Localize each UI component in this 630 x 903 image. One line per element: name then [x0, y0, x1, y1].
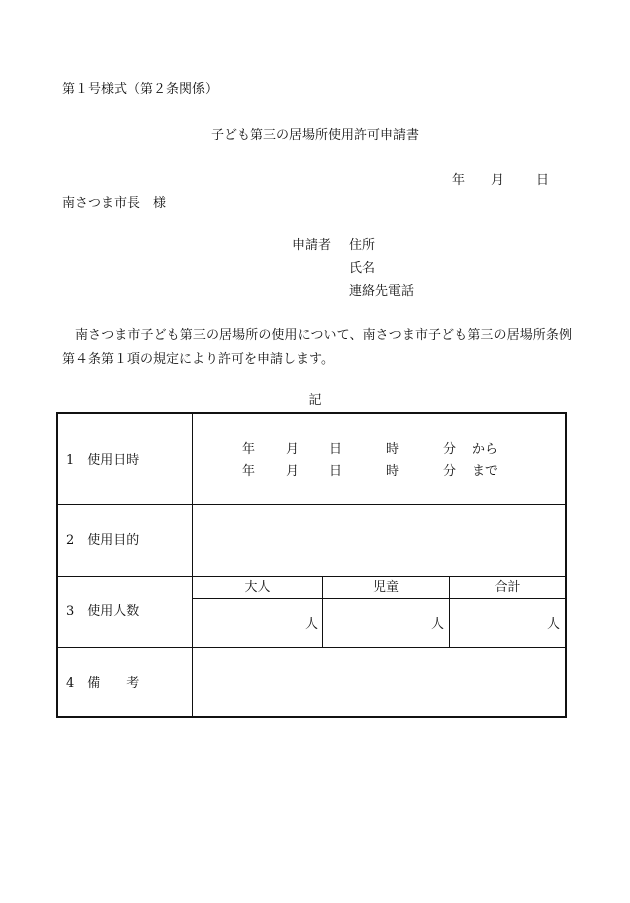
start-day-label: 日	[329, 442, 343, 457]
label-column-divider	[192, 414, 193, 716]
applicant-name-label: 氏名	[349, 261, 376, 276]
date-month-label: 月	[491, 173, 505, 188]
end-month-label: 月	[286, 464, 300, 479]
start-from-label: から	[472, 442, 499, 457]
start-hour-label: 時	[386, 442, 400, 457]
row-label-usage-count: 3 使用人数	[66, 604, 140, 619]
row-label-usage-purpose: 2 使用目的	[66, 533, 140, 548]
start-month-label: 月	[286, 442, 300, 457]
count-unit-total: 人	[547, 617, 561, 632]
date-day-label: 日	[536, 173, 550, 188]
addressee: 南さつま市長 様	[62, 196, 167, 211]
count-unit-adult: 人	[305, 617, 319, 632]
record-label: 記	[308, 393, 322, 408]
count-header-divider	[193, 598, 565, 599]
count-unit-child: 人	[431, 617, 445, 632]
end-minute-label: 分	[443, 464, 457, 479]
end-to-label: まで	[472, 464, 499, 479]
count-header-adult: 大人	[244, 580, 271, 595]
row-label-remarks: 4 備 考	[66, 676, 140, 691]
application-form-table	[56, 412, 567, 718]
count-header-total: 合計	[494, 580, 521, 595]
document-title: 子ども第三の居場所使用許可申請書	[210, 128, 419, 143]
start-minute-label: 分	[443, 442, 457, 457]
date-year-label: 年	[452, 173, 466, 188]
applicant-phone-label: 連絡先電話	[349, 284, 415, 299]
row-label-usage-datetime: 1 使用日時	[66, 453, 140, 468]
row-divider	[58, 576, 565, 577]
row-divider	[58, 504, 565, 505]
form-number: 第１号様式（第２条関係）	[62, 82, 219, 97]
applicant-label: 申請者	[292, 238, 332, 253]
count-header-child: 児童	[372, 580, 399, 595]
end-day-label: 日	[329, 464, 343, 479]
application-body-text: 南さつま市子ども第三の居場所の使用について、南さつま市子ども第三の居場所条例第４条第１項の規定により許可を申請します。	[62, 328, 572, 367]
end-hour-label: 時	[386, 464, 400, 479]
applicant-address-label: 住所	[349, 238, 376, 253]
start-year-label: 年	[242, 442, 256, 457]
end-year-label: 年	[242, 464, 256, 479]
row-divider	[58, 647, 565, 648]
